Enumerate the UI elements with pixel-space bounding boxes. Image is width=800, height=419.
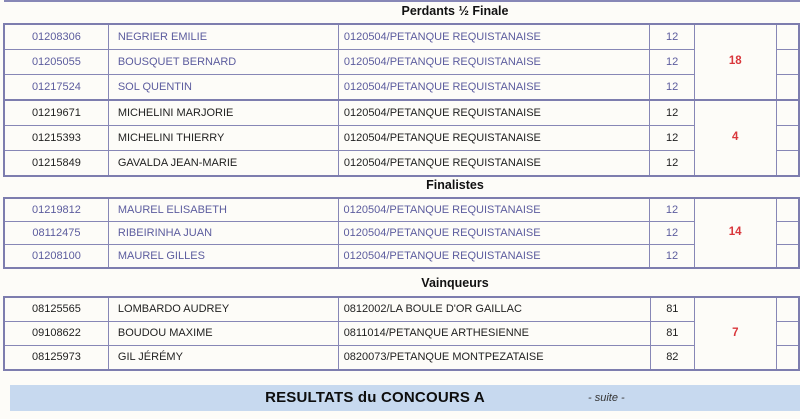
- cutoff-cell: [776, 75, 799, 101]
- previous-table-bottom-border: [4, 0, 800, 2]
- section-header-perdants-demi-finale: Perdants ½ Finale: [401, 4, 509, 18]
- dept-cell: 12: [650, 100, 694, 126]
- license-cell: 08112475: [4, 222, 108, 245]
- license-cell: 01205055: [4, 50, 108, 75]
- club-cell: 0120504/PETANQUE REQUISTANAISE: [338, 75, 650, 101]
- cutoff-cell: [776, 322, 799, 346]
- results-banner-suite-label: - suite -: [588, 392, 625, 404]
- club-cell: 0120504/PETANQUE REQUISTANAISE: [338, 222, 650, 245]
- results-banner: [10, 385, 800, 411]
- dept-cell: 81: [650, 297, 694, 322]
- cutoff-cell: [776, 346, 799, 371]
- club-cell: 0811014/PETANQUE ARTHESIENNE: [338, 322, 650, 346]
- player-name-cell: SOL QUENTIN: [108, 75, 338, 101]
- license-cell: 01215393: [4, 126, 108, 151]
- team-score-cell: 7: [695, 297, 776, 370]
- cutoff-cell: [776, 50, 799, 75]
- team-score-cell: 18: [694, 24, 776, 100]
- player-name-cell: MAUREL ELISABETH: [108, 198, 338, 222]
- player-name-cell: GIL JÉRÉMY: [108, 346, 338, 371]
- license-cell: 09108622: [4, 322, 108, 346]
- table-vainqueurs: [3, 296, 800, 371]
- table-row: [4, 126, 799, 151]
- license-cell: 01215849: [4, 151, 108, 177]
- license-cell: 01219812: [4, 198, 108, 222]
- license-cell: 08125565: [4, 297, 108, 322]
- table-row: [4, 100, 799, 126]
- table-perdants-demi-finale: [3, 23, 800, 177]
- dept-cell: 12: [650, 50, 694, 75]
- dept-cell: 12: [650, 222, 694, 245]
- club-cell: 0120504/PETANQUE REQUISTANAISE: [338, 126, 650, 151]
- table-row: [4, 50, 799, 75]
- player-name-cell: NEGRIER EMILIE: [108, 24, 338, 50]
- table-row: [4, 222, 799, 245]
- club-cell: 0120504/PETANQUE REQUISTANAISE: [338, 198, 650, 222]
- club-cell: 0120504/PETANQUE REQUISTANAISE: [338, 24, 650, 50]
- cutoff-cell: [776, 24, 799, 50]
- table-row: [4, 297, 799, 322]
- results-banner-title: RESULTATS du CONCOURS A: [265, 389, 485, 406]
- dept-cell: 12: [650, 126, 694, 151]
- license-cell: 08125973: [4, 346, 108, 371]
- player-name-cell: GAVALDA JEAN-MARIE: [108, 151, 338, 177]
- team-score-cell: 14: [694, 198, 776, 268]
- team-score-cell: 4: [694, 100, 776, 176]
- player-name-cell: MICHELINI MARJORIE: [108, 100, 338, 126]
- cutoff-cell: [776, 100, 799, 126]
- dept-cell: 82: [650, 346, 694, 371]
- club-cell: 0120504/PETANQUE REQUISTANAISE: [338, 245, 650, 269]
- club-cell: 0820073/PETANQUE MONTPEZATAISE: [338, 346, 650, 371]
- player-name-cell: MAUREL GILLES: [108, 245, 338, 269]
- player-name-cell: RIBEIRINHA JUAN: [108, 222, 338, 245]
- club-cell: 0120504/PETANQUE REQUISTANAISE: [338, 151, 650, 177]
- dept-cell: 81: [650, 322, 694, 346]
- club-cell: 0812002/LA BOULE D'OR GAILLAC: [338, 297, 650, 322]
- club-cell: 0120504/PETANQUE REQUISTANAISE: [338, 50, 650, 75]
- player-name-cell: LOMBARDO AUDREY: [108, 297, 338, 322]
- player-name-cell: MICHELINI THIERRY: [108, 126, 338, 151]
- table-row: [4, 24, 799, 50]
- cutoff-cell: [776, 245, 799, 269]
- cutoff-cell: [776, 198, 799, 222]
- dept-cell: 12: [650, 75, 694, 101]
- table-row: [4, 245, 799, 269]
- license-cell: 01208100: [4, 245, 108, 269]
- table-row: [4, 75, 799, 101]
- dept-cell: 12: [650, 151, 694, 177]
- cutoff-cell: [776, 151, 799, 177]
- license-cell: 01208306: [4, 24, 108, 50]
- dept-cell: 12: [650, 245, 694, 269]
- table-row: [4, 346, 799, 371]
- section-header-finalistes: Finalistes: [426, 178, 484, 192]
- player-name-cell: BOUDOU MAXIME: [108, 322, 338, 346]
- club-cell: 0120504/PETANQUE REQUISTANAISE: [338, 100, 650, 126]
- cutoff-cell: [776, 297, 799, 322]
- cutoff-cell: [776, 222, 799, 245]
- player-name-cell: BOUSQUET BERNARD: [108, 50, 338, 75]
- dept-cell: 12: [650, 198, 694, 222]
- table-finalistes: [3, 197, 800, 269]
- section-header-vainqueurs: Vainqueurs: [421, 276, 489, 290]
- table-row: [4, 322, 799, 346]
- dept-cell: 12: [650, 24, 694, 50]
- license-cell: 01219671: [4, 100, 108, 126]
- table-row: [4, 151, 799, 177]
- cutoff-cell: [776, 126, 799, 151]
- table-row: [4, 198, 799, 222]
- license-cell: 01217524: [4, 75, 108, 101]
